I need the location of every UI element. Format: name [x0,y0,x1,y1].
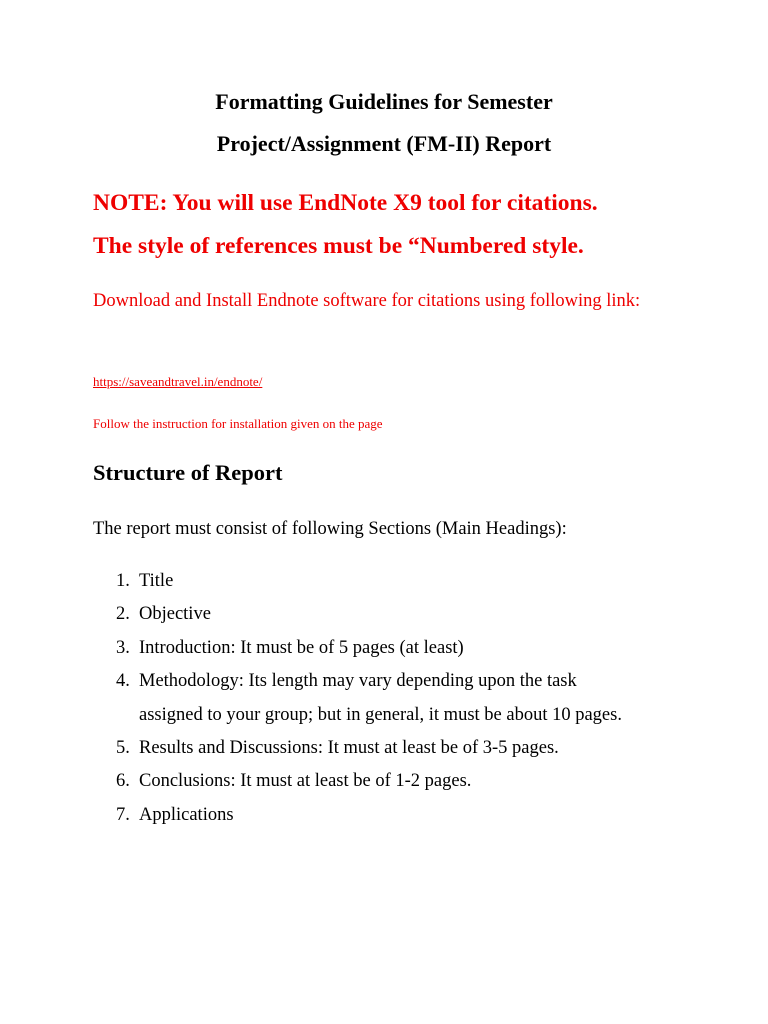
document-title-line-1: Formatting Guidelines for Semester [215,89,553,114]
list-item-number: 2. [116,604,130,625]
list-item [0,765,639,798]
list-item [0,632,639,665]
list-item [0,665,639,732]
document-title-line-2: Project/Assignment (FM-II) Report [216,131,552,156]
list-item-number: 3. [116,637,130,658]
list-item-number: 6. [116,771,130,792]
list-item-text: Methodology: Its length may vary depending upon the task assigned to your group; but in general, it must be about 10 pages. [139,671,622,725]
sections-list [0,565,768,832]
list-item-number: 4. [116,671,130,692]
installation-instructions: Follow the instruction for installation given on the page [93,416,383,431]
list-item-number: 7. [116,804,130,825]
download-instructions: Download and Install Endnote software for citations using following link: [93,291,641,311]
note-line-2: The style of references must be “Numbered style. [93,233,584,259]
list-item-number: 5. [116,738,130,759]
list-item [0,565,639,598]
list-item-text: Conclusions: It must at least be of 1-2 pages. [139,771,472,792]
section-heading: Structure of Report [93,460,283,485]
list-item-text: Introduction: It must be of 5 pages (at least) [139,637,464,658]
list-item-text: Title [139,571,174,591]
sections-intro: The report must consist of following Sections (Main Headings): [93,519,567,539]
list-item [0,598,639,631]
note-line-1: NOTE: You will use EndNote X9 tool for citations. [93,190,598,216]
list-item [0,799,639,832]
list-item-number: 1. [116,571,130,591]
list-item-text: Results and Discussions: It must at least be of 3-5 pages. [139,738,559,759]
endnote-link[interactable]: https://saveandtravel.in/endnote/ [93,374,263,389]
list-item-text: Applications [139,804,234,825]
list-item-text: Objective [139,604,211,625]
list-item [0,732,639,765]
